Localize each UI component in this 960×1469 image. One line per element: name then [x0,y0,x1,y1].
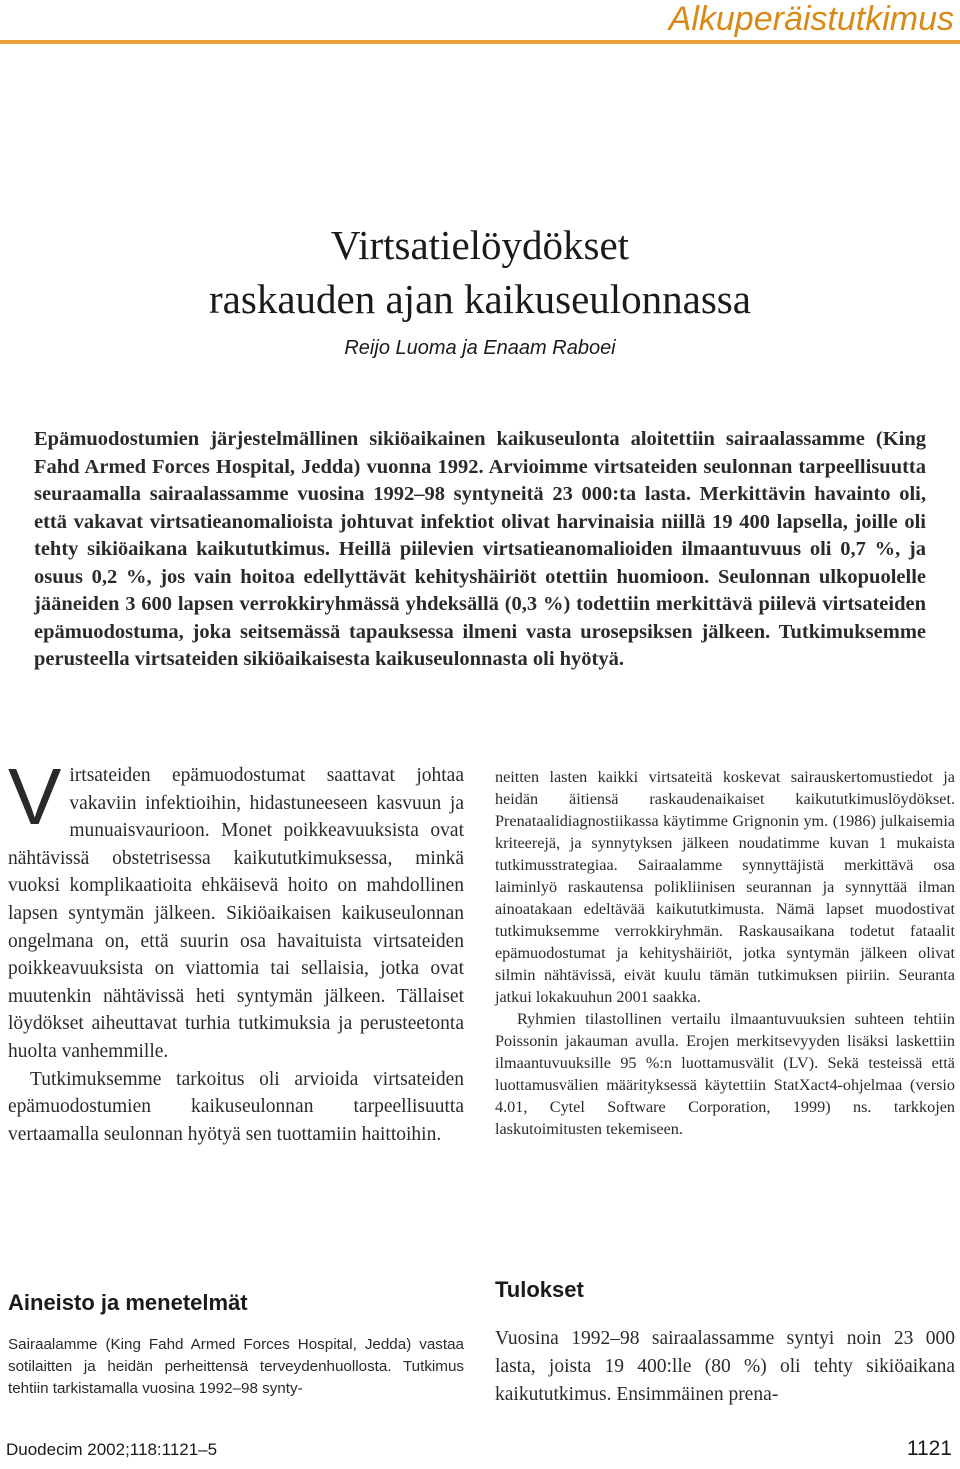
results-heading: Tulokset [495,1277,584,1302]
methods-paragraph-1: neitten lasten kaikki virtsateitä koskevat sairauskertomustiedot ja heidän äitiensä raskaudenaikaiset kaikututkimuslöydökset. Prenataalidiagnostiikassa käytimme Grignonin ym. (1986) julkaisemia kriteerejä, ja synnytyksen jälkeen noudatimme kuvan 1 mukaista tutkimusstrategiaa. Sairaalamme synnyttäjistä merkittävä osa laiminlyö raskautensa polikliinisen seurannan ja synnyttää ilman ainoatakaan edeltävää kaikututkimusta. Nämä lapset muodostivat tutkimuksemme verrokkiryhmän. Raskausaikana todetut fataalit epämuodostumat ja kehityshäiriöt, jotka syntymän jälkeen olivat silmin nähtävissä, eivät kuulu tämän tutkimuksen piiriin. Seuranta jatkui lokakuuhun 2001 saakka. [495,768,955,1006]
section-label: Alkuperäistutkimus [668,0,954,38]
results-text: Vuosina 1992–98 sairaalassamme syntyi noin 23 000 lasta, joista 19 400:lle (80 %) oli tehty sikiöaikana kaikututkimus. Ensimmäinen prena- [495,1328,955,1405]
title-line-2: raskauden ajan kaikuseulonnassa [209,276,751,322]
page-number: 1121 [906,1437,952,1460]
intro-paragraph-2: Tutkimuksemme tarkoitus oli arvioida virtsateiden epämuodostumien kaikuseulonnan tarpeellisuutta vertaamalla seulonnan hyötyä sen tuottamiin haittoihin. [8,1068,464,1145]
intro-paragraph-1-text: irtsateiden epämuodostumat saattavat johtaa vakaviin infektioihin, hidastuneeseen kasvuun ja munuaisvaurioon. Monet poikkeavuuksista ovat nähtävissä obstetrisessa kaikututkimuksessa, minkä vuoksi komplikaatioita ehkäisevä hoito on mahdollinen lapsen syntymän jälkeen. Sikiöaikaisen kaikuseulonnan ongelmana on, että suurin osa havaituista virtsateiden poikkeavuuksista on viattomia tai sellaisia, jotka ovat muutenkin nähtävissä heti syntymän jälkeen. Tällaiset löydökset aiheuttavat turhia tutkimuksia ja perusteetonta huolta vanhemmille. [8,765,464,1062]
drop-cap: V [8,752,62,841]
article-title [0,218,960,326]
left-column [8,752,464,1148]
abstract: Epämuodostumien järjestelmällinen sikiöaikainen kaikuseulonta aloitettiin sairaalassamme (King Fahd Armed Forces Hospital, Jedda) vuonna 1992. Arvioimme virtsateiden seulonnan tarpeellisuutta seuraamalla sairaalassamme vuosina 1992–98 syntyneitä 23 000:ta lasta. Merkittävin havainto oli, että vakavat virtsatieanomalioista johtuvat infektiot olivat harvinaisia niillä 19 400 lapsella, joille oli tehty sikiöaikana kaikututkimus. Heillä piilevien virtsatieanomalioiden ilmaantuvuus oli 0,7 %, ja osuus 0,2 %, jos vain hoitoa edellyttävät kehityshäiriöt otettiin huomioon. Seulonnan ulkopuolelle jääneiden 3 600 lapsen verrokkiryhmässä yhdeksällä (0,3 %) todettiin merkittävä piilevä virtsateiden epämuodostuma, joka seitsemässä tapauksessa ilmeni vasta urosepsiksen jälkeen. Tutkimuksemme perusteella virtsateiden sikiöaikaisesta kaikuseulonnasta oli hyötyä. [34,428,926,670]
title-line-1: Virtsatielöydökset [330,222,630,268]
methods-text: Sairaalamme (King Fahd Armed Forces Hospital, Jedda) vastaa sotilaitten ja heidän perheittensä terveydenhuollosta. Tutkimus tehtiin tarkistamalla vuosina 1992–98 synty- [8,1336,464,1397]
methods-heading: Aineisto ja menetelmät [8,1290,248,1315]
right-column [495,766,955,1140]
journal-citation: Duodecim 2002;118:1121–5 [6,1440,218,1459]
authors: Reijo Luoma ja Enaam Raboei [344,337,616,359]
methods-paragraph-2: Ryhmien tilastollinen vertailu ilmaantuvuuksien suhteen tehtiin Poissonin jakauman avulla. Erojen merkitsevyyden lisäksi laskettiin ilmaantuvuuksille 95 %:n luottamusvälit (LV). Sekä testeissä että luottamusvälien määrityksessä käytettiin StatXact4-ohjelmaa (versio 4.01, Cytel Software Corporation, 1999) ns. tarkkojen laskutoimitusten tekemiseen. [495,1010,955,1138]
intro-paragraph-1 [8,752,464,1066]
header-rule [0,40,960,44]
